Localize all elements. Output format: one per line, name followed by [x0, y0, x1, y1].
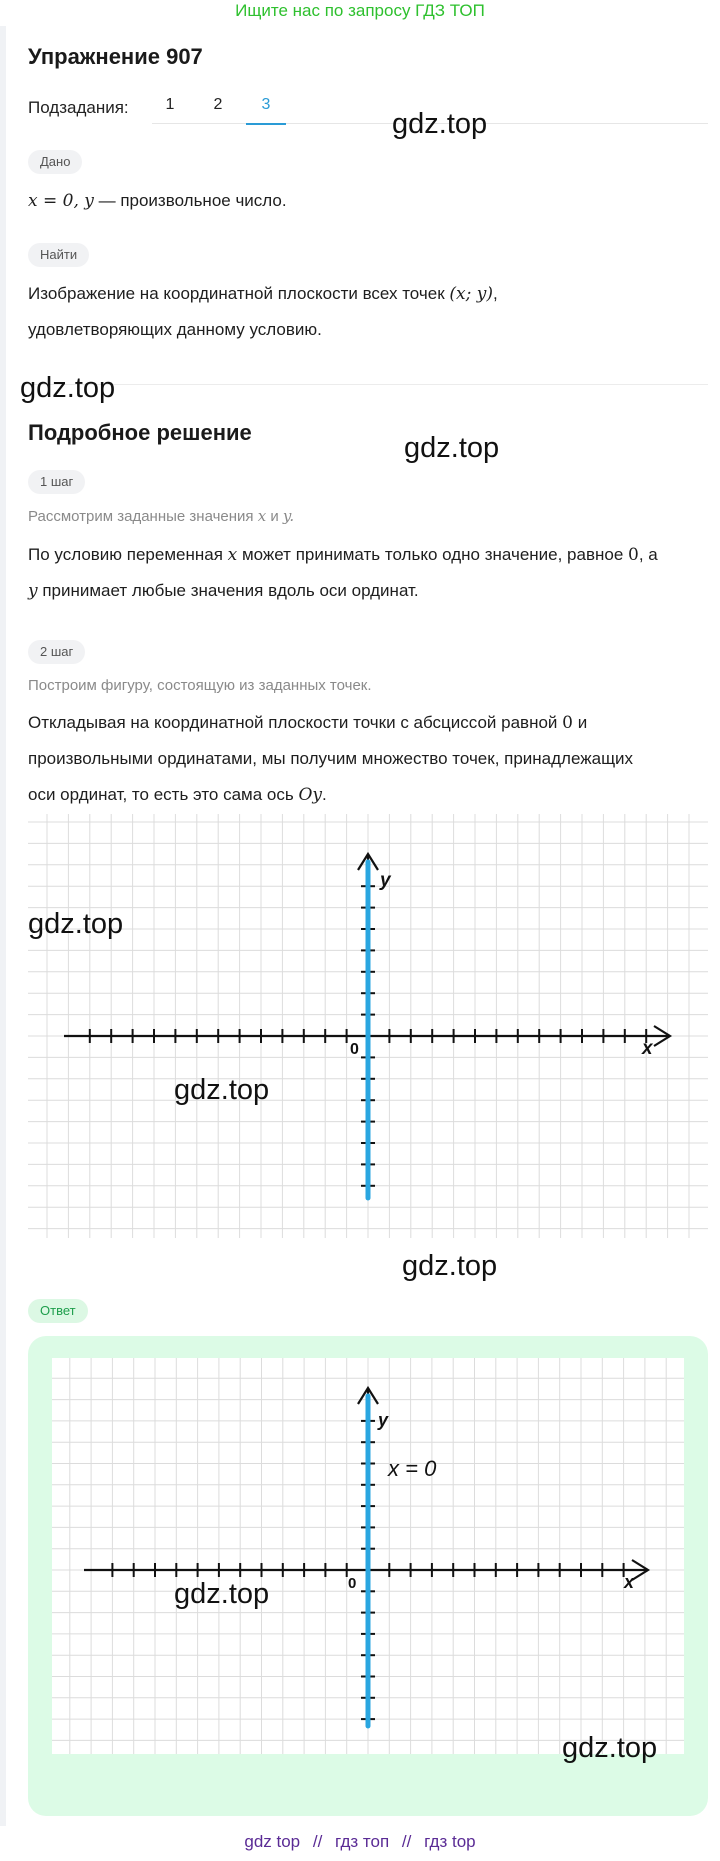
x-axis-label: x [624, 1572, 635, 1592]
watermark: gdz.top [20, 372, 116, 404]
step1-pill: 1 шаг [28, 470, 85, 494]
find-line1: Изображение на координатной плоскости всех точек [28, 284, 450, 303]
page-title: Упражнение 907 [28, 44, 203, 69]
step2-text [28, 705, 718, 813]
subtask-tab-2[interactable]: 2 [213, 96, 223, 113]
origin-label: 0 [350, 1041, 359, 1058]
y-axis-label: y [378, 1410, 389, 1430]
footer-sep-1: // [312, 1832, 323, 1851]
subtasks-label: Подзадания: [28, 98, 129, 117]
find-line2: удовлетворяющих данному условию. [28, 320, 322, 339]
find-pill: Найти [28, 243, 89, 267]
graph-1 [28, 814, 708, 1238]
footer-link-3[interactable]: гдз top [424, 1832, 476, 1851]
step2-p3b: . [322, 785, 327, 804]
answer-graph [52, 1358, 684, 1754]
footer-link-2[interactable]: гдз топ [335, 1832, 390, 1851]
step2-hint: Построим фигуру, состоящую из заданных точек. [28, 677, 372, 694]
watermark: gdz.top [174, 1074, 270, 1106]
step2-p1b: и [572, 713, 588, 732]
step1-text [28, 537, 718, 609]
watermark: gdz.top [392, 108, 488, 140]
step2-p1a: Откладывая на координатной плоскости точки с абсциссой равной [28, 713, 563, 732]
step1-p1c: , а [638, 545, 658, 564]
step1-hint-y: y. [282, 507, 295, 525]
watermark: gdz.top [402, 1250, 498, 1282]
subtasks-bar [28, 92, 708, 126]
step2-pill: 2 шаг [28, 640, 85, 664]
find-math: (x; y) [449, 284, 493, 304]
find-line1-end: , [492, 284, 498, 303]
given-text [28, 183, 718, 219]
step1-hint-and: и [270, 508, 279, 525]
step1-p2y: y [28, 581, 38, 601]
equation-label: x = 0 [388, 1456, 437, 1481]
step2-p1zero: 0 [562, 713, 573, 733]
watermark: gdz.top [28, 908, 124, 940]
step2-p2: произвольными ординатами, мы получим множество точек, принадлежащих [28, 749, 634, 768]
subtask-tab-1[interactable]: 1 [165, 96, 175, 113]
watermark: gdz.top [174, 1578, 270, 1610]
step1-p1a: По условию переменная [28, 545, 228, 564]
solution-title: Подробное решение [28, 420, 252, 445]
footer-links [0, 1832, 720, 1852]
origin-label: 0 [348, 1575, 357, 1592]
given-pill: Дано [28, 150, 82, 174]
step1-p1x: x [227, 545, 238, 565]
footer-link-1[interactable]: gdz top [244, 1832, 301, 1851]
watermark: gdz.top [404, 432, 500, 464]
answer-pill: Ответ [28, 1299, 88, 1323]
step1-p1b: может принимать только одно значение, равное [237, 545, 629, 564]
step1-p2text: принимает любые значения вдоль оси ординат. [37, 581, 419, 600]
top-banner[interactable]: Ищите нас по запросу ГДЗ ТОП [235, 1, 485, 20]
step1-p1zero: 0 [628, 545, 639, 565]
step1-hint-text: Рассмотрим заданные значения [28, 508, 254, 525]
watermark: gdz.top [562, 1732, 658, 1764]
step1-hint-x: x [257, 507, 267, 525]
given-math: x = 0, y [28, 191, 94, 211]
y-axis-label: y [380, 870, 391, 891]
x-axis-label: x [642, 1038, 653, 1059]
divider [28, 384, 708, 385]
footer-sep-2: // [401, 1832, 412, 1851]
step2-p3math: Oy [298, 785, 322, 805]
step1-hint [28, 507, 294, 525]
step2-p3a: оси ординат, то есть это сама ось [28, 785, 299, 804]
subtask-tab-3[interactable]: 3 [246, 96, 286, 114]
given-desc: — произвольное число. [93, 191, 287, 210]
find-text [28, 276, 718, 348]
